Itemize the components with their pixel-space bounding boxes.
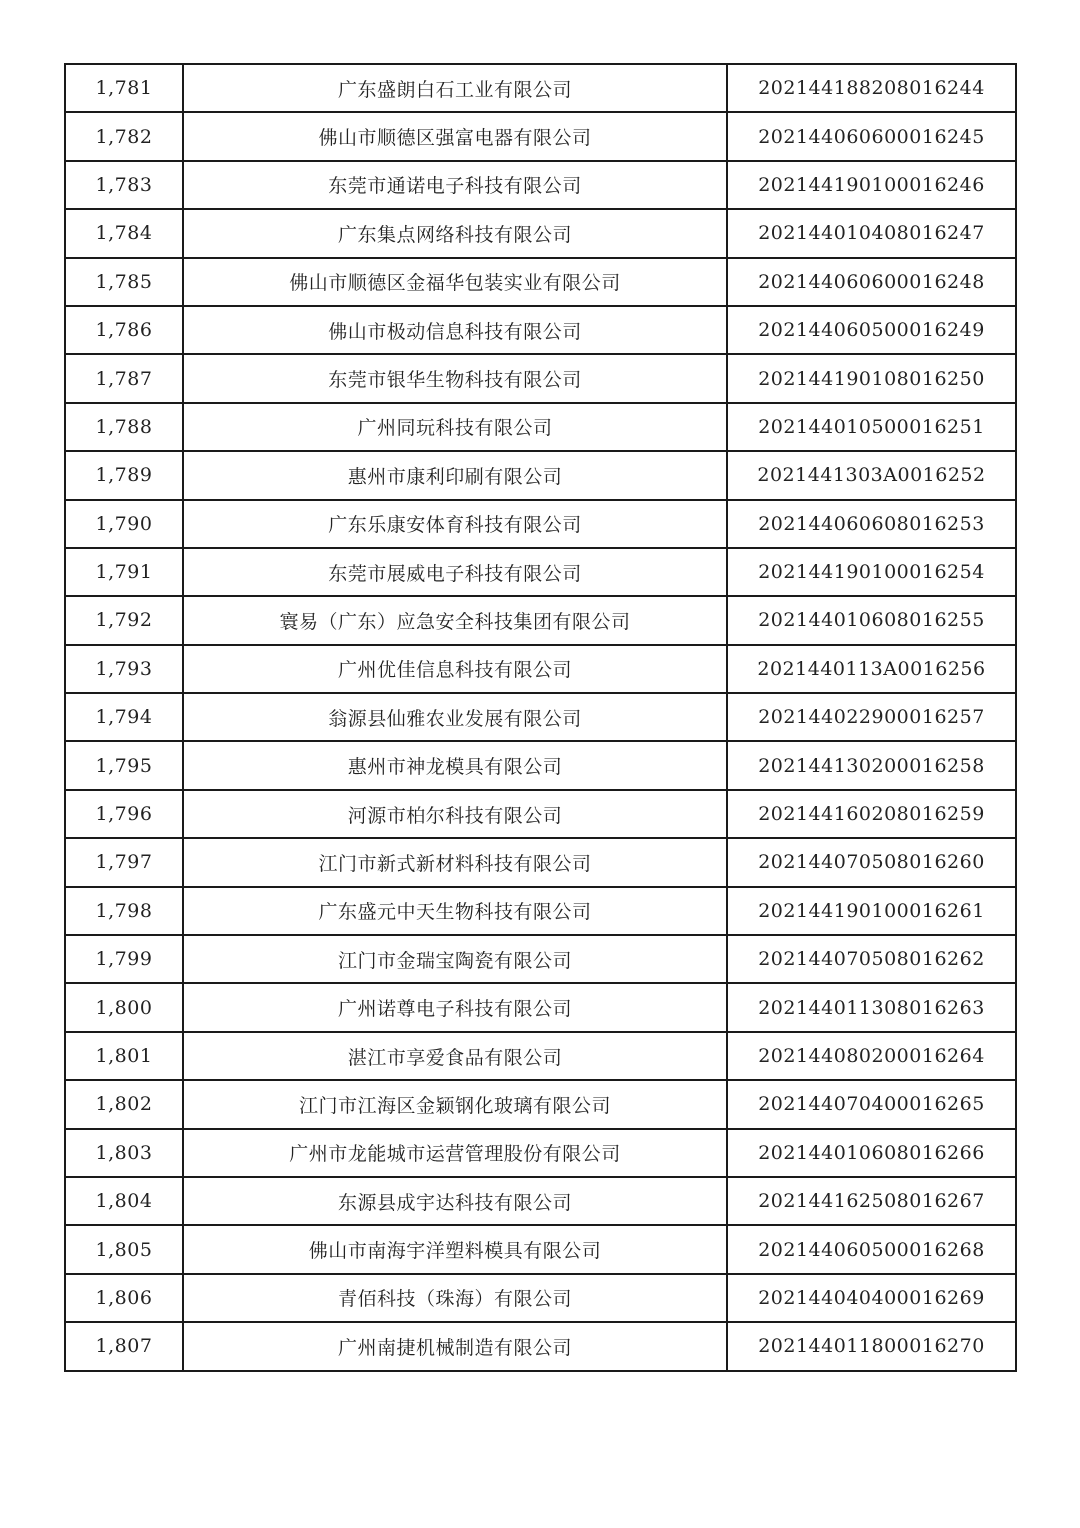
- registration-code-cell: 202144010500016251: [727, 403, 1016, 451]
- row-number-cell: 1,783: [65, 161, 183, 209]
- row-number-cell: 1,785: [65, 258, 183, 306]
- table-row: [65, 1129, 1016, 1177]
- registration-code-cell: 202144010608016255: [727, 596, 1016, 644]
- registration-code-cell: 202144188208016244: [727, 64, 1016, 112]
- table-row: [65, 548, 1016, 596]
- registration-code-cell: 202144060500016268: [727, 1225, 1016, 1273]
- registration-code-cell: 2021441303A0016252: [727, 451, 1016, 499]
- company-name-cell: 江门市金瑞宝陶瓷有限公司: [183, 935, 727, 983]
- table-row: [65, 1225, 1016, 1273]
- table-row: [65, 741, 1016, 789]
- table-row: [65, 451, 1016, 499]
- company-name-cell: 佛山市顺德区强富电器有限公司: [183, 112, 727, 160]
- table-row: [65, 1274, 1016, 1322]
- row-number-cell: 1,788: [65, 403, 183, 451]
- table-row: [65, 790, 1016, 838]
- table-row: [65, 838, 1016, 886]
- table-row: [65, 983, 1016, 1031]
- company-list-table: [64, 63, 1017, 1372]
- table-row: [65, 887, 1016, 935]
- row-number-cell: 1,801: [65, 1032, 183, 1080]
- registration-code-cell: 202144011308016263: [727, 983, 1016, 1031]
- table-row: [65, 306, 1016, 354]
- table-row: [65, 1080, 1016, 1128]
- registration-code-cell: 202144190100016254: [727, 548, 1016, 596]
- table-row: [65, 645, 1016, 693]
- registration-code-cell: 202144162508016267: [727, 1177, 1016, 1225]
- row-number-cell: 1,799: [65, 935, 183, 983]
- registration-code-cell: 202144060500016249: [727, 306, 1016, 354]
- row-number-cell: 1,787: [65, 354, 183, 402]
- company-name-cell: 东莞市通诺电子科技有限公司: [183, 161, 727, 209]
- registration-code-cell: 202144070508016262: [727, 935, 1016, 983]
- company-name-cell: 广东乐康安体育科技有限公司: [183, 500, 727, 548]
- company-name-cell: 广州市龙能城市运营管理股份有限公司: [183, 1129, 727, 1177]
- company-name-cell: 江门市新式新材料科技有限公司: [183, 838, 727, 886]
- company-name-cell: 东莞市银华生物科技有限公司: [183, 354, 727, 402]
- company-name-cell: 湛江市享爱食品有限公司: [183, 1032, 727, 1080]
- row-number-cell: 1,807: [65, 1322, 183, 1370]
- registration-code-cell: 202144070508016260: [727, 838, 1016, 886]
- company-name-cell: 广州同玩科技有限公司: [183, 403, 727, 451]
- company-name-cell: 广东盛朗白石工业有限公司: [183, 64, 727, 112]
- table-row: [65, 112, 1016, 160]
- company-name-cell: 惠州市神龙模具有限公司: [183, 741, 727, 789]
- company-name-cell: 东源县成宇达科技有限公司: [183, 1177, 727, 1225]
- table-row: [65, 935, 1016, 983]
- registration-code-cell: 202144011800016270: [727, 1322, 1016, 1370]
- registration-code-cell: 202144040400016269: [727, 1274, 1016, 1322]
- row-number-cell: 1,803: [65, 1129, 183, 1177]
- row-number-cell: 1,794: [65, 693, 183, 741]
- row-number-cell: 1,797: [65, 838, 183, 886]
- registration-code-cell: 202144060600016248: [727, 258, 1016, 306]
- company-list-body: [65, 64, 1016, 1371]
- registration-code-cell: 202144190100016261: [727, 887, 1016, 935]
- company-name-cell: 佛山市顺德区金福华包装实业有限公司: [183, 258, 727, 306]
- row-number-cell: 1,800: [65, 983, 183, 1031]
- table-row: [65, 693, 1016, 741]
- company-name-cell: 江门市江海区金颖钢化玻璃有限公司: [183, 1080, 727, 1128]
- company-name-cell: 寰易（广东）应急安全科技集团有限公司: [183, 596, 727, 644]
- table-row: [65, 64, 1016, 112]
- company-name-cell: 佛山市南海宇洋塑料模具有限公司: [183, 1225, 727, 1273]
- row-number-cell: 1,786: [65, 306, 183, 354]
- registration-code-cell: 202144070400016265: [727, 1080, 1016, 1128]
- row-number-cell: 1,798: [65, 887, 183, 935]
- company-name-cell: 广东盛元中天生物科技有限公司: [183, 887, 727, 935]
- company-name-cell: 河源市柏尔科技有限公司: [183, 790, 727, 838]
- table-row: [65, 500, 1016, 548]
- table-row: [65, 1032, 1016, 1080]
- registration-code-cell: 2021440113A0016256: [727, 645, 1016, 693]
- row-number-cell: 1,784: [65, 209, 183, 257]
- table-row: [65, 403, 1016, 451]
- row-number-cell: 1,789: [65, 451, 183, 499]
- table-row: [65, 258, 1016, 306]
- company-list-page: [64, 63, 1015, 1372]
- row-number-cell: 1,792: [65, 596, 183, 644]
- company-name-cell: 翁源县仙雅农业发展有限公司: [183, 693, 727, 741]
- row-number-cell: 1,790: [65, 500, 183, 548]
- registration-code-cell: 202144130200016258: [727, 741, 1016, 789]
- registration-code-cell: 202144190100016246: [727, 161, 1016, 209]
- company-name-cell: 青佰科技（珠海）有限公司: [183, 1274, 727, 1322]
- table-row: [65, 596, 1016, 644]
- registration-code-cell: 202144060608016253: [727, 500, 1016, 548]
- company-name-cell: 广东集点网络科技有限公司: [183, 209, 727, 257]
- table-row: [65, 1177, 1016, 1225]
- company-name-cell: 广州诺尊电子科技有限公司: [183, 983, 727, 1031]
- table-row: [65, 1322, 1016, 1370]
- company-name-cell: 惠州市康利印刷有限公司: [183, 451, 727, 499]
- table-row: [65, 161, 1016, 209]
- row-number-cell: 1,796: [65, 790, 183, 838]
- registration-code-cell: 202144160208016259: [727, 790, 1016, 838]
- row-number-cell: 1,805: [65, 1225, 183, 1273]
- registration-code-cell: 202144080200016264: [727, 1032, 1016, 1080]
- row-number-cell: 1,806: [65, 1274, 183, 1322]
- company-name-cell: 东莞市展威电子科技有限公司: [183, 548, 727, 596]
- row-number-cell: 1,802: [65, 1080, 183, 1128]
- table-row: [65, 354, 1016, 402]
- company-name-cell: 佛山市极动信息科技有限公司: [183, 306, 727, 354]
- row-number-cell: 1,804: [65, 1177, 183, 1225]
- registration-code-cell: 202144190108016250: [727, 354, 1016, 402]
- row-number-cell: 1,781: [65, 64, 183, 112]
- row-number-cell: 1,782: [65, 112, 183, 160]
- row-number-cell: 1,793: [65, 645, 183, 693]
- registration-code-cell: 202144010408016247: [727, 209, 1016, 257]
- registration-code-cell: 202144022900016257: [727, 693, 1016, 741]
- registration-code-cell: 202144060600016245: [727, 112, 1016, 160]
- company-name-cell: 广州优佳信息科技有限公司: [183, 645, 727, 693]
- row-number-cell: 1,791: [65, 548, 183, 596]
- table-row: [65, 209, 1016, 257]
- company-name-cell: 广州南捷机械制造有限公司: [183, 1322, 727, 1370]
- registration-code-cell: 202144010608016266: [727, 1129, 1016, 1177]
- row-number-cell: 1,795: [65, 741, 183, 789]
